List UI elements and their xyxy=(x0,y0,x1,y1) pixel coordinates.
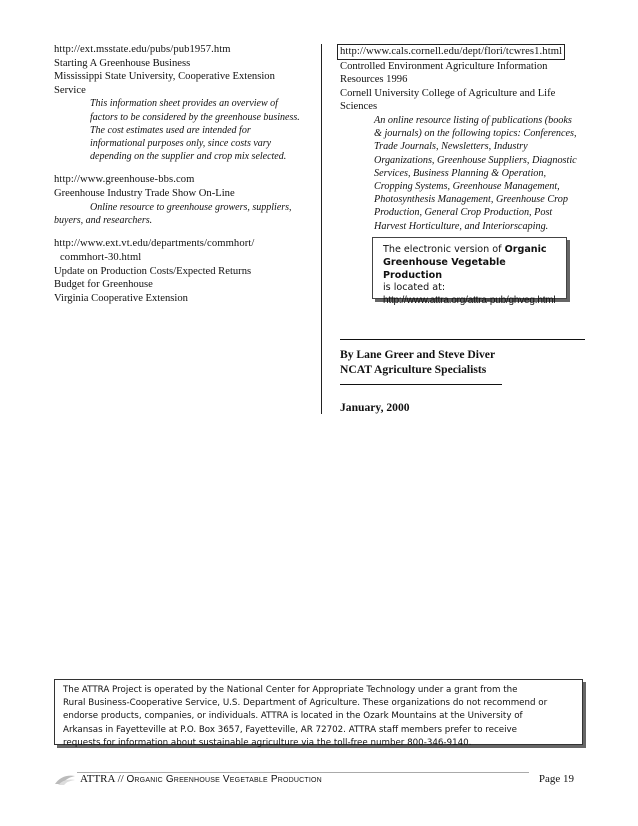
footer-brand: ATTRA // xyxy=(80,773,127,785)
attra-logo-icon xyxy=(54,772,76,786)
ebox-text: The electronic version of xyxy=(383,244,505,255)
description-line: & journals) on the following topics: Conferences, xyxy=(374,128,577,140)
resource-source: Service xyxy=(54,84,86,96)
resource-entry xyxy=(54,237,304,305)
notice-line: Arkansas in Fayetteville at P.O. Box 3657, Fayetteville, AR 72702. ATTRA staff members prefer to receive xyxy=(63,724,518,735)
description-line: Online resource to greenhouse growers, suppliers, xyxy=(90,201,292,213)
authors xyxy=(340,347,495,377)
rule xyxy=(340,384,502,385)
resource-title: Starting A Greenhouse Business xyxy=(54,57,191,69)
notice-line: The ATTRA Project is operated by the National Center for Appropriate Technology under a grant from the xyxy=(63,685,518,695)
resource-description xyxy=(340,114,600,233)
description-line: factors to be considered by the greenhouse business. xyxy=(90,111,300,123)
description-line: informational purposes only, since costs vary xyxy=(90,137,272,149)
resource-link[interactable]: http://www.greenhouse-bbs.com xyxy=(54,174,195,186)
resource-title: Resources 1996 xyxy=(340,74,408,86)
description-line: An online resource listing of publications (books xyxy=(374,114,572,126)
resource-link-continued[interactable]: commhort-30.html xyxy=(60,251,142,263)
description-line: depending on the supplier and crop mix selected. xyxy=(90,151,287,163)
description-line: Cropping Systems, Greenhouse Management, xyxy=(374,180,560,192)
resource-source: Sciences xyxy=(340,101,378,113)
resource-title: Budget for Greenhouse xyxy=(54,279,153,291)
description-line: Production, General Crop Production, Post xyxy=(374,207,553,219)
publication-date: January, 2000 xyxy=(340,401,410,414)
resource-link[interactable]: http://www.ext.vt.edu/departments/commhort/ xyxy=(54,238,255,250)
author-names: By Lane Greer and Steve Diver xyxy=(340,348,496,361)
right-column xyxy=(340,44,600,233)
ebox-title-bold: Greenhouse Vegetable Production xyxy=(383,256,506,281)
electronic-version-box xyxy=(372,237,567,307)
resource-link[interactable]: http://www.cals.cornell.edu/dept/flori/tcwres1.html xyxy=(337,44,565,60)
notice-line: endorse products, companies, or individuals. ATTRA is located in the Ozark Mountains at the University of xyxy=(63,711,523,722)
resource-description xyxy=(54,97,304,163)
ebox-title-bold: Organic xyxy=(504,244,547,255)
resource-source: Mississippi State University, Cooperative Extension xyxy=(54,71,275,83)
notice-line: Rural Business-Cooperative Service, U.S. Department of Agriculture. These organizations do not recommend or xyxy=(63,698,548,709)
description-line: The cost estimates used are intended for xyxy=(90,124,251,136)
footer-title: Organic Greenhouse Vegetable Production xyxy=(126,774,322,785)
page-footer xyxy=(54,772,584,788)
column-divider xyxy=(321,44,322,414)
resource-link[interactable]: http://ext.msstate.edu/pubs/pub1957.htm xyxy=(54,44,231,55)
description-line: Trade Journals, Newsletters, Industry xyxy=(374,141,528,153)
notice-line: requests for information about sustainable agriculture via the toll-free number 800-346-9140. xyxy=(63,737,472,748)
description-line: Services, Business Planning & Operation, xyxy=(374,167,547,179)
resource-source: Cornell University College of Agriculture and Life xyxy=(340,87,556,99)
resource-title: Update on Production Costs/Expected Returns xyxy=(54,265,252,277)
resource-description xyxy=(54,201,304,214)
resource-title: Greenhouse Industry Trade Show On-Line xyxy=(54,187,235,199)
ebox-link[interactable]: http://www.attra.org/attra-pub/ghveg.html xyxy=(383,295,556,307)
description-line: Harvest Horticulture, and Interiorscaping. xyxy=(374,220,549,232)
page-number: Page 19 xyxy=(538,773,574,785)
author-title: NCAT Agriculture Specialists xyxy=(340,363,487,376)
resource-source: Virginia Cooperative Extension xyxy=(54,292,188,304)
ebox-text: is located at: xyxy=(383,282,446,294)
description-line: Photosynthesis Management, Greenhouse Crop xyxy=(374,194,568,206)
left-column xyxy=(54,43,304,305)
attra-notice-box xyxy=(54,679,583,748)
resource-entry xyxy=(54,173,304,227)
description-line: Organizations, Greenhouse Suppliers, Diagnostic xyxy=(374,154,577,166)
description-line: buyers, and researchers. xyxy=(54,214,153,226)
resource-entry xyxy=(54,43,304,163)
description-line: This information sheet provides an overview of xyxy=(90,98,278,110)
rule xyxy=(340,339,585,340)
resource-title: Controlled Environment Agriculture Information xyxy=(340,60,548,72)
